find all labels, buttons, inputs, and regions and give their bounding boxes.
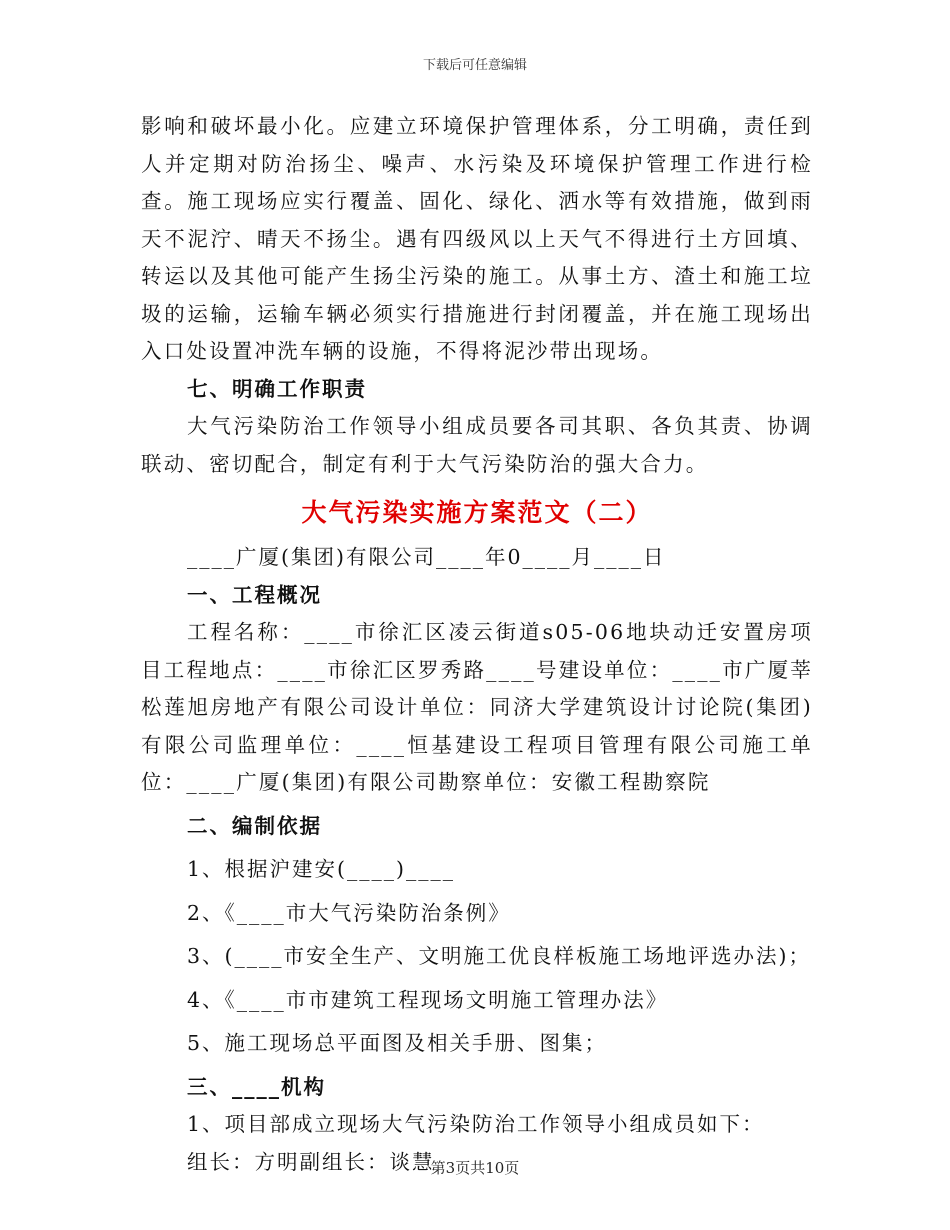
- paragraph-project-overview: 工程名称：____市徐汇区凌云街道s05-06地块动迁安置房项目工程地点：____市徐汇区罗秀路____号建设单位：____市广厦莘松莲旭房地产有限公司设计单位：同济大学建筑设计讨论院(集团)有限公司监理单位：____恒基建设工程项目管理有限公司施工单位：____广厦(集团)有限公司勘察单位：安徽工程勘察院: [141, 620, 813, 794]
- organization-leaders: 组长：方明副组长：谈慧: [187, 1149, 435, 1174]
- basis-item-4: 4、《____市市建筑工程现场文明施工管理办法》: [187, 987, 669, 1012]
- basis-item-3: 3、(____市安全生产、文明施工优良样板施工场地评选办法)；: [187, 944, 812, 968]
- company-date-line: ____广厦(集团)有限公司____年0____月____日: [187, 545, 666, 569]
- basis-item-5: 5、施工现场总平面图及相关手册、图集；: [187, 1031, 608, 1055]
- paragraph-duties: 大气污染防治工作领导小组成员要各司其职、各负其责、协调联动、密切配合，制定有利于大气污染防治的强大合力。: [141, 414, 813, 476]
- section-heading-overview: 一、工程概况: [187, 582, 322, 607]
- paragraph-environment-protection: 影响和破坏最小化。应建立环境保护管理体系，分工明确，责任到人并定期对防治扬尘、噪声、水污染及环境保护管理工作进行检查。施工现场应实行覆盖、固化、绿化、洒水等有效措施，做到雨天不泥泞、晴天不扬尘。遇有四级风以上天气不得进行土方回填、转运以及其他可能产生扬尘污染的施工。从事土方、渣土和施工垃圾的运输，运输车辆必须实行措施进行封闭覆盖，并在施工现场出入口处设置冲洗车辆的设施，不得将泥沙带出现场。: [141, 114, 813, 363]
- document-title: 大气污染实施方案范文（二）: [301, 498, 653, 527]
- basis-item-2: 2、《____市大气污染防治条例》: [187, 900, 511, 925]
- section-heading-duties: 七、明确工作职责: [187, 376, 367, 401]
- section-heading-basis: 二、编制依据: [187, 813, 322, 838]
- basis-item-1: 1、根据沪建安(____)____: [187, 857, 456, 881]
- organization-intro: 1、项目部成立现场大气污染防治工作领导小组成员如下：: [187, 1112, 765, 1136]
- section-heading-organization: 三、____机构: [187, 1074, 326, 1099]
- page-footer: 第3页共10页: [430, 1159, 520, 1177]
- page-header: 下载后可任意编辑: [422, 58, 527, 73]
- document-body: [141, 108, 813, 1181]
